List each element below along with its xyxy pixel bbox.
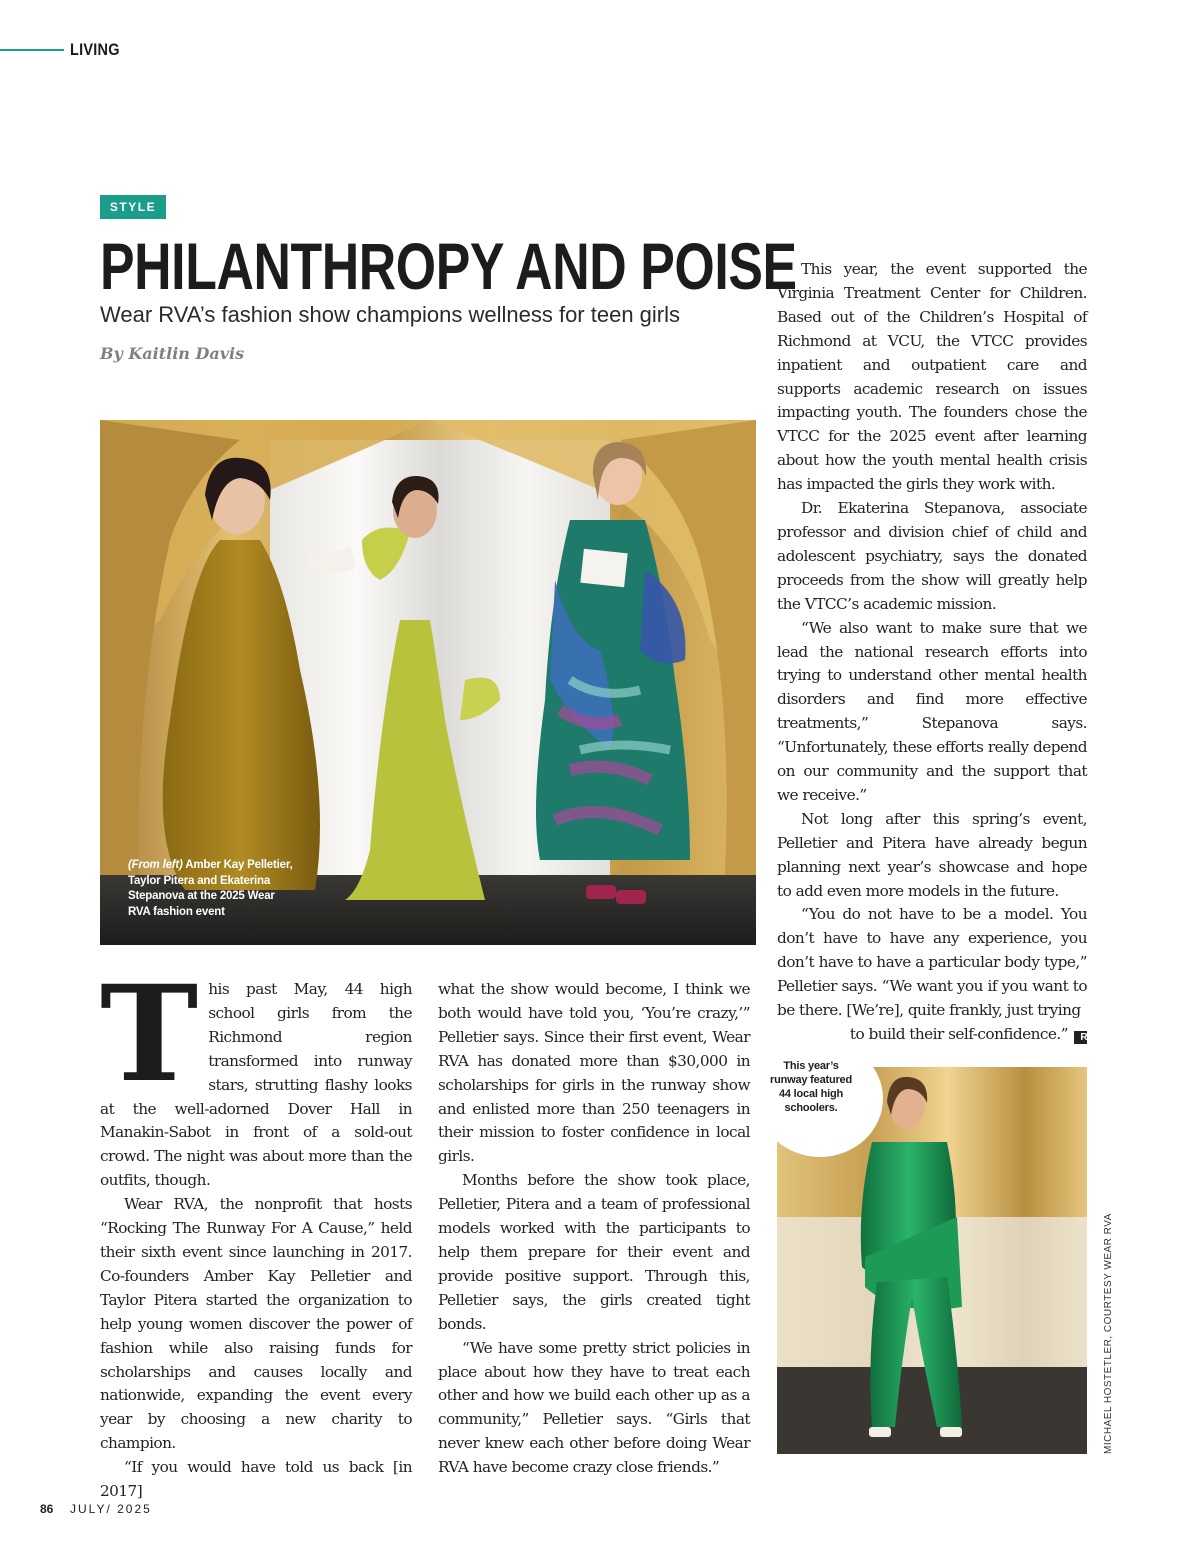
page-number: 86 (40, 1502, 54, 1516)
body-column-1 (100, 957, 412, 1504)
category-tag: STYLE (100, 195, 166, 219)
issue-date: JULY/ 2025 (70, 1502, 152, 1516)
callout-text: This year’s runway featured 44 local high schoolers. (770, 1060, 852, 1114)
paragraph: This year, the event supported the Virginia Treatment Center for Children. Based out of the Children’s Hospital of Richmond at VCU, the VTCC provides inpatient and outpatient care and supports academic research on issues impacting youth. The founders chose the VTCC for the 2025 event after learning about how the youth mental health crisis has impacted the girls they work with. (777, 260, 1087, 494)
paragraph: “We have some pretty strict policies in place about how they have to treat each other and how we build each other up as a community,” Pelletier says. “Girls that never knew each other before doing Wear RVA have become crazy close friends.” (438, 1338, 750, 1477)
headline: PHILANTHROPY AND POISE (100, 229, 797, 303)
paragraph: Wear RVA, the nonprofit that hosts “Rocking The Runway For A Cause,” held their sixth event since launching in 2017. Co-founders Amber Kay Pelletier and Taylor Pitera started the organization to help young women discover the power of fashion while also raising funds for scholarships and causes locally and nationwide, expanding the event every year by choosing a new charity to champion. (100, 1195, 412, 1453)
byline: By Kaitlin Davis (100, 344, 245, 363)
closing-line-text: to build their self-confidence.” (849, 1025, 1068, 1043)
paragraph: “You do not have to be a model. You don’t have to have any experience, you don’t have to have a particular body type,” Pelletier says. “We want you if you want to be there. [We’re], quite frankly, just trying (777, 905, 1087, 1020)
paragraph: Not long after this spring’s event, Pelletier and Pitera have already begun planning next year’s showcase and hope to add even more models in the future. (777, 809, 1087, 900)
paragraph: Dr. Ekaterina Stepanova, associate professor and division chief of child and adolescent psychiatry, says the donated proceeds from the show will greatly help the VTCC’s academic mission. (777, 499, 1087, 613)
end-mark-icon: R (1074, 1031, 1087, 1044)
paragraph: “We also want to make sure that we lead the national research efforts into trying to understand other mental health disorders and find more effective treatments,” Stepanova says. “Unfortunately, these efforts really depend on our community and the support that we receive.” (777, 618, 1087, 804)
paragraph: his past May, 44 high school girls from the Richmond region transformed into runway stars, strutting flashy looks at the well-adorned Dover Hall in Manakin-Sabot in front of a sold-out crowd. The night was about more than the outfits, though. (100, 980, 412, 1190)
caption-text: Amber Kay Pelletier, Taylor Pitera and Ekaterina Stepanova at the 2025 Wear RVA fashion event (128, 859, 293, 918)
section-rule (0, 49, 64, 51)
drop-cap: T (100, 957, 199, 1112)
paragraph: “If you would have told us back [in 2017] (100, 1458, 412, 1501)
body-column-3 (777, 258, 1087, 1047)
paragraph: what the show would become, I think we both would have told you, ‘You’re crazy,’” Pelletier says. Since their first event, Wear RVA has donated more than $30,000 in scholarships for girls in the runway show and enlisted more than 250 teenagers in their mission to foster confidence in local girls. (438, 980, 750, 1166)
subheadline: Wear RVA’s fashion show champions wellness for teen girls (100, 302, 681, 327)
photo-credit: MICHAEL HOSTETLER, COURTESY WEAR RVA (1103, 1213, 1114, 1454)
closing-line (777, 1023, 1087, 1047)
caption-lead: (From left) (128, 859, 183, 871)
section-label: LIVING (70, 40, 120, 59)
paragraph: Months before the show took place, Pelletier, Pitera and a team of professional models worked with the participants to help them prepare for their event and provide positive support. Through this, Pelletier says, the girls created tight bonds. (438, 1171, 750, 1333)
main-photo-caption (128, 858, 298, 920)
body-column-2 (438, 978, 750, 1480)
